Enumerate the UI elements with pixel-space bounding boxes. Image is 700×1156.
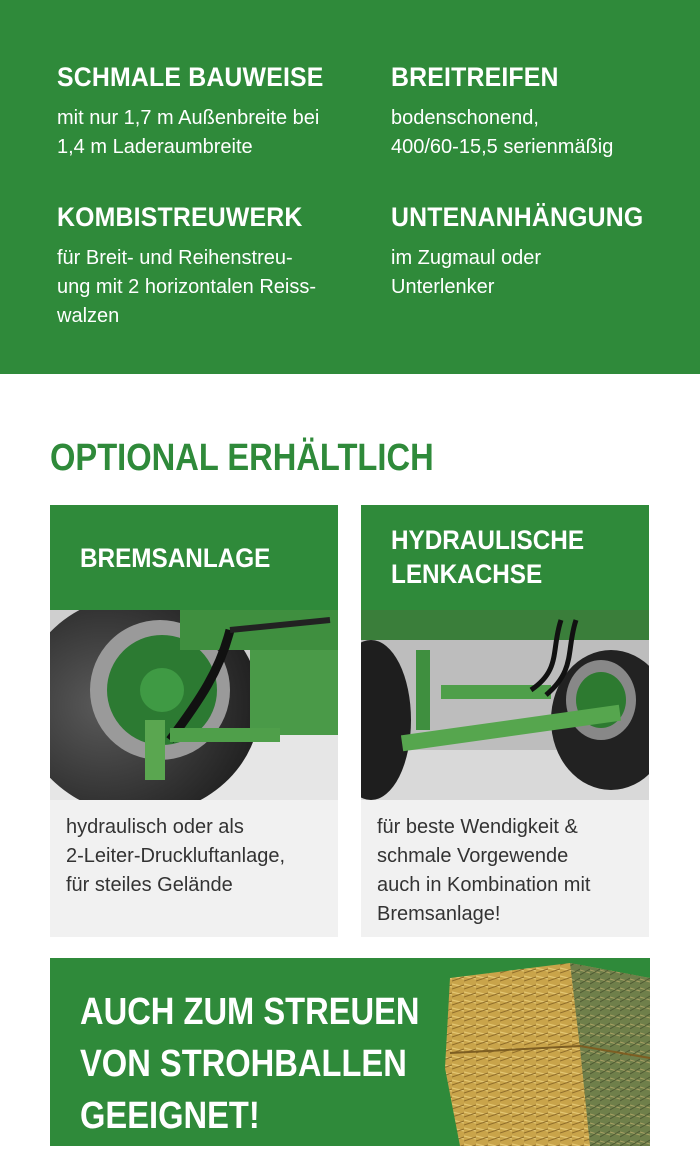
features-band [0, 0, 700, 374]
feature-title: BREITREIFEN [391, 62, 559, 92]
banner-line: GEEIGNET! [80, 1095, 260, 1137]
card-title [391, 523, 661, 591]
feature-line: für Breit- und Reihenstreu- [57, 247, 293, 269]
feature-line: mit nur 1,7 m Außenbreite bei [57, 107, 320, 129]
feature-combi-spreader [57, 202, 357, 331]
card-header [361, 505, 649, 610]
card-title-line: HYDRAULISCHE [391, 525, 585, 555]
feature-line: bodenschonend, [391, 107, 539, 129]
card-description [377, 813, 639, 929]
straw-bale-photo [440, 958, 650, 1146]
option-card-steering-axle [361, 505, 649, 937]
card-title-line: LENKACHSE [391, 559, 543, 589]
feature-line: walzen [57, 305, 120, 327]
straw-bale-banner [50, 958, 650, 1146]
banner-line: VON STROHBALLEN [80, 1043, 407, 1085]
feature-text [391, 244, 691, 302]
feature-text [57, 104, 357, 162]
feature-title: SCHMALE BAUWEISE [57, 62, 324, 92]
option-card-brake [50, 505, 338, 937]
feature-title: KOMBISTREUWERK [57, 202, 303, 232]
card-text-line: Bremsanlage! [377, 903, 501, 925]
card-text-line: auch in Kombination mit [377, 874, 591, 896]
feature-narrow-design [57, 62, 357, 162]
steering-axle-photo [361, 610, 649, 800]
feature-line: im Zugmaul oder [391, 247, 542, 269]
feature-low-hitch [391, 202, 691, 302]
feature-line: 400/60-15,5 serienmäßig [391, 136, 614, 158]
feature-text [57, 244, 357, 331]
brake-axle-photo [50, 610, 338, 800]
optional-section-title: OPTIONAL ERHÄLTLICH [50, 437, 434, 479]
feature-text [391, 104, 691, 162]
card-text-line: für beste Wendigkeit & [377, 816, 578, 838]
card-description [66, 813, 328, 900]
feature-title: UNTENANHÄNGUNG [391, 202, 644, 232]
feature-wide-tyres [391, 62, 691, 162]
feature-line: ung mit 2 horizontalen Reiss- [57, 276, 317, 298]
banner-headline [80, 986, 420, 1142]
feature-line: 1,4 m Laderaumbreite [57, 136, 253, 158]
feature-line: Unterlenker [391, 276, 495, 298]
card-text-line: 2-Leiter-Druckluftanlage, [66, 845, 285, 867]
card-text-line: hydraulisch oder als [66, 816, 244, 838]
card-title: BREMSANLAGE [80, 543, 271, 573]
card-header [50, 505, 338, 610]
card-text-line: für steiles Gelände [66, 874, 233, 896]
card-text-line: schmale Vorgewende [377, 845, 569, 867]
banner-line: AUCH ZUM STREUEN [80, 991, 420, 1033]
